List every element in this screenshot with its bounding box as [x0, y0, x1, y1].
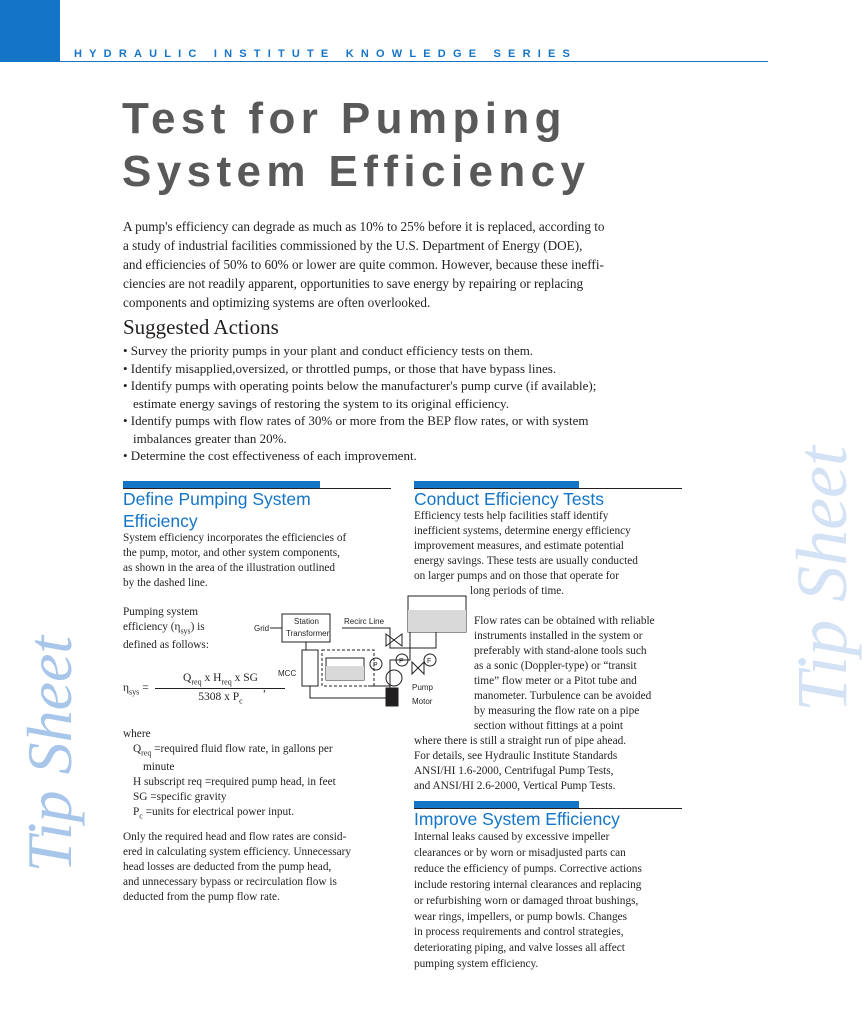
bullet-item-continued: estimate energy savings of restoring the system to its original efficiency.	[133, 395, 509, 411]
intro-line: a study of industrial facilities commissioned by the U.S. Department of Energy (DOE),	[123, 238, 583, 253]
text-line: and ANSI/HI 2.6-2000, Vertical Pump Tests.	[414, 780, 616, 792]
section-accent-bar	[414, 801, 579, 808]
def-q-sub: req	[141, 748, 152, 758]
text-line: clearances or by worn or misadjusted parts can	[414, 846, 626, 859]
formula-eta-sub: sys	[129, 687, 140, 697]
def-q-symbol: Q	[133, 743, 142, 755]
define-paragraph-3	[123, 830, 351, 905]
recirc-valve	[386, 634, 402, 646]
definition-sg: SG =specific gravity	[133, 791, 227, 804]
section-accent-bar	[414, 481, 579, 488]
text-line: as a sonic (Doppler-type) or “transit	[474, 660, 637, 672]
definition-q-cont: minute	[143, 761, 175, 774]
formula-den-text: 5308 x P	[198, 691, 240, 703]
text-line: For details, see Hydraulic Institute Standards	[414, 750, 618, 762]
text-line: in process requirements and control strategies,	[414, 926, 624, 939]
label-pump: Pump	[412, 683, 433, 692]
bullet-item: • Identify pumps with flow rates of 30% or more from the BEP flow rates, or with system	[123, 413, 589, 428]
text-line: Pumping system	[123, 606, 199, 618]
text-line: by the dashed line.	[123, 577, 208, 589]
definition-q	[123, 742, 336, 760]
where-lead: where	[123, 728, 151, 740]
conduct-paragraph-1	[414, 509, 638, 599]
label-f: F	[427, 658, 432, 665]
suggested-actions-list	[123, 342, 713, 465]
formula-lhs	[123, 682, 149, 696]
formula-q-sub: req	[191, 677, 202, 687]
title-line-1: Test for Pumping	[122, 94, 567, 143]
definition-pc	[123, 805, 336, 823]
text-line: ANSI/HI 1.6-2000, Centrifugal Pump Tests,	[414, 765, 614, 777]
text-line: long periods of time.	[470, 585, 565, 597]
ghost-watermark-text: Tip Sheet	[782, 446, 862, 712]
text-line: improvement measures, and estimate potential	[414, 540, 624, 552]
bullet-item: • Identify misapplied,oversized, or throttled pumps, or those that have bypass lines.	[123, 360, 557, 376]
eta-text: efficiency (η	[123, 621, 181, 633]
define-heading-line-1: Define Pumping System	[123, 489, 311, 509]
tip-sheet-vertical-label: Tip Sheet	[14, 635, 85, 873]
formula-den-sub: c	[239, 696, 243, 706]
label-p2: P	[399, 658, 404, 665]
suggested-actions-heading: Suggested Actions	[123, 315, 279, 339]
def-pc-symbol: P	[133, 806, 140, 819]
define-paragraph-1	[123, 531, 346, 591]
label-recirc: Recirc Line	[344, 617, 385, 626]
label-p1: P	[373, 662, 378, 669]
text-line: head losses are deducted from the pump head,	[123, 861, 332, 873]
define-heading-line-2: Efficiency	[123, 511, 198, 531]
text-line: time” flow meter or a Pitot tube and	[474, 675, 637, 687]
bullet-item: • Identify pumps with operating points below the manufacturer's pump curve (if available);	[123, 378, 597, 393]
motor-symbol	[386, 688, 398, 706]
intro-line: and efficiencies of 50% to 60% or lower are quite common. However, because these ineffi-	[123, 257, 604, 272]
formula-times-h: x H	[201, 672, 222, 684]
define-paragraph-2	[123, 605, 209, 653]
section-accent-bar	[123, 481, 320, 488]
intro-line: A pump's efficiency can degrade as much as 10% to 25% before it is replaced, according to	[123, 219, 605, 234]
improve-paragraph	[414, 830, 642, 973]
text-line: pumping system efficiency.	[414, 958, 539, 971]
page-title	[122, 92, 590, 198]
text-line: and unnecessary bypass or recirculation flow is	[123, 876, 337, 888]
eta-subscript: sys	[180, 626, 191, 636]
header-rule	[60, 61, 768, 62]
formula-equals: =	[139, 682, 149, 694]
conduct-heading: Conduct Efficiency Tests	[414, 489, 605, 509]
text-line: defined as follows:	[123, 639, 209, 652]
suction-pipe	[310, 686, 390, 698]
label-motor: Motor	[412, 697, 433, 706]
series-label: HYDRAULIC INSTITUTE KNOWLEDGE SERIES	[74, 48, 578, 60]
text-line: deducted from the pump flow rate.	[123, 891, 280, 903]
title-line-2: System Efficiency	[122, 147, 591, 196]
text-line: preferably with stand-alone tools such	[474, 645, 647, 657]
formula-eta: η	[123, 682, 130, 694]
lower-tank-fill	[326, 666, 364, 680]
formula-definitions	[123, 727, 336, 824]
text-line: Only the required head and flow rates are consid-	[123, 831, 347, 843]
text-line: instruments installed in the system or	[474, 630, 643, 642]
text-line: the pump, motor, and other system components,	[123, 547, 340, 559]
text-line: include restoring internal clearances and replacing	[414, 878, 642, 891]
text-line: section without fittings at a point	[474, 720, 624, 732]
formula-h-sub: req	[221, 677, 232, 687]
text-line: wear rings, impellers, or pump bowls. Changes	[414, 910, 628, 923]
label-mcc: MCC	[278, 669, 297, 678]
label-station: Station	[294, 617, 319, 626]
text-line: manometer. Turbulence can be avoided	[474, 690, 652, 702]
formula-comma: ,	[263, 682, 266, 694]
ghost-watermark	[712, 372, 862, 772]
def-q-text: =required fluid flow rate, in gallons per	[151, 743, 333, 755]
intro-paragraph	[123, 217, 703, 312]
def-pc-sub: c	[139, 811, 143, 821]
text-line: inefficient systems, determine energy efficiency	[414, 525, 631, 537]
text-line: deteriorating piping, and valve losses all affect	[414, 942, 625, 955]
bullet-item-continued: imbalances greater than 20%.	[133, 430, 287, 446]
text-line: Internal leaks caused by excessive impeller	[414, 831, 610, 843]
def-pc-text: =units for electrical power input.	[142, 806, 295, 819]
intro-line: components and optimizing systems are often overlooked.	[123, 295, 431, 310]
text-line: where there is still a straight run of pipe ahead.	[414, 735, 627, 747]
text-line: or refurbishing worn or damaged throat bushings,	[414, 894, 639, 907]
text-line: energy savings. These tests are usually conducted	[414, 555, 638, 567]
is-text: ) is	[190, 621, 205, 633]
text-line: ered in calculating system efficiency. Unnecessary	[123, 846, 352, 858]
text-line: reduce the efficiency of pumps. Corrective actions	[414, 862, 642, 875]
text-line: on larger pumps and on those that operate for	[414, 570, 619, 582]
label-transformer: Transformer	[286, 629, 330, 638]
text-line: Flow rates can be obtained with reliable	[474, 615, 655, 627]
bullet-item: • Survey the priority pumps in your plant and conduct efficiency tests on them.	[123, 343, 534, 358]
text-line: System efficiency incorporates the efficiencies of	[123, 532, 347, 544]
header-corner-block	[0, 0, 60, 62]
define-heading	[123, 488, 311, 532]
definition-h: H subscript req =required pump head, in feet	[133, 776, 336, 789]
formula-q: Q	[183, 672, 192, 684]
bullet-item: • Determine the cost effectiveness of each improvement.	[123, 448, 417, 463]
pump-symbol	[386, 670, 402, 686]
conduct-paragraph-2	[414, 614, 655, 794]
intro-line: ciencies are not readily apparent, opportunities to save energy by repairing or replacing	[123, 276, 584, 291]
text-line: Efficiency tests help facilities staff identify	[414, 510, 609, 522]
formula-times-sg: x SG	[231, 672, 258, 684]
text-line: by measuring the flow rate on a pipe	[474, 705, 640, 717]
text-line: as shown in the area of the illustration outlined	[123, 562, 336, 574]
text-line	[123, 620, 209, 638]
label-grid: Grid	[254, 624, 270, 633]
improve-heading: Improve System Efficiency	[414, 809, 620, 829]
mcc-box	[302, 650, 318, 686]
